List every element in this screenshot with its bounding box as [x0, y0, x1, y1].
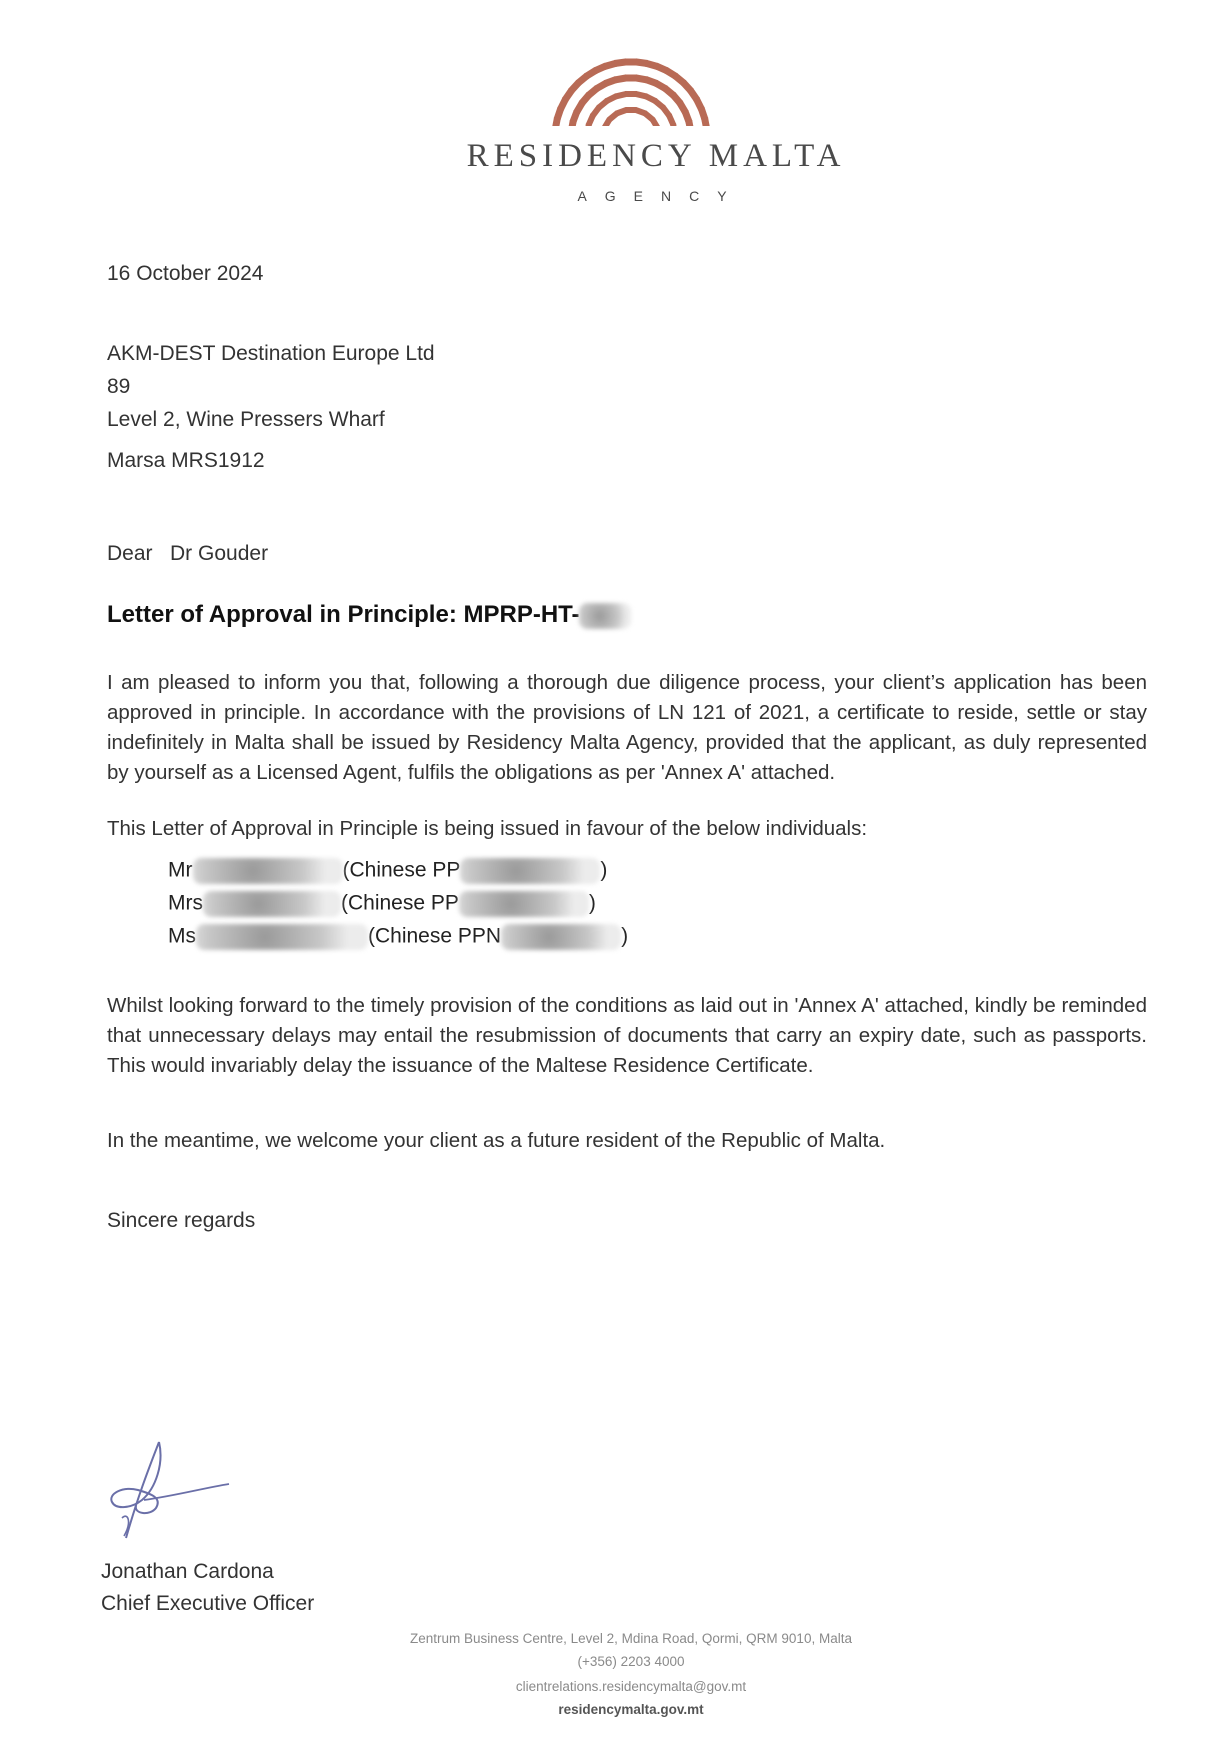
redacted-passport [459, 891, 589, 917]
footer-website[interactable]: residencymalta.gov.mt [558, 1702, 704, 1717]
brand-subtitle: AGENCY [577, 188, 745, 204]
recipient-street: Level 2, Wine Pressers Wharf [107, 408, 385, 431]
paragraph-welcome: In the meantime, we welcome your client as a future resident of the Republic of Malta. [107, 1129, 886, 1152]
redacted-reference [579, 603, 631, 629]
individual-title: Ms [168, 924, 196, 948]
paragraph-reminder: Whilst looking forward to the timely provision of the conditions as laid out in 'Annex A' attached, kindly be reminded that unnecessary delays may entail the resubmission of documents that carry an expiry date, such as passports. This would invariably delay the issuance of the Maltese Residence Certificate. [107, 994, 1147, 1077]
salutation: Dear Dr Gouder [107, 542, 269, 565]
recipient-company: AKM-DEST Destination Europe Ltd [107, 342, 435, 365]
individual-2 [168, 891, 596, 917]
redacted-passport [501, 924, 621, 950]
individual-doc: (Chinese PPN [368, 924, 502, 948]
footer-phone: (+356) 2203 4000 [577, 1654, 685, 1669]
paragraph-approval: I am pleased to inform you that, following a thorough due diligence process, your client’s application has been approved in principle. In accordance with the provisions of LN 121 of 2021, a certificate to reside, settle or stay indefinitely in Malta shall be issued by Residency Malta Agency, provided that the applicant, as duly represented by yourself as a Licensed Agent, fulfils the obligations as per 'Annex A' attached. [107, 671, 1147, 784]
redacted-name [193, 858, 343, 884]
brand-name: RESIDENCY MALTA [466, 138, 846, 174]
closing: Sincere regards [107, 1209, 256, 1232]
signer-title: Chief Executive Officer [101, 1592, 315, 1615]
footer-email[interactable]: clientrelations.residencymalta@gov.mt [515, 1679, 747, 1694]
footer-address: Zentrum Business Centre, Level 2, Mdina Road, Qormi, QRM 9010, Malta [410, 1631, 852, 1646]
subject-text: Letter of Approval in Principle: MPRP-HT- [107, 601, 580, 628]
redacted-name [203, 891, 341, 917]
letter-date: 16 October 2024 [107, 262, 264, 285]
redacted-name [196, 924, 368, 950]
individual-1 [168, 858, 607, 884]
individual-3 [168, 924, 628, 950]
individual-title: Mr [168, 858, 193, 882]
signer-name: Jonathan Cardona [101, 1560, 274, 1583]
paragraph-individuals-intro: This Letter of Approval in Principle is being issued in favour of the below individuals: [107, 817, 868, 840]
individual-doc-end: ) [588, 891, 596, 915]
individual-doc-end: ) [600, 858, 608, 882]
individual-doc: (Chinese PP [342, 858, 461, 882]
residency-malta-logo-icon [536, 46, 726, 126]
signature-icon [104, 1438, 234, 1548]
individual-doc-end: ) [621, 924, 629, 948]
redacted-passport [460, 858, 600, 884]
individual-title: Mrs [168, 891, 203, 915]
individual-doc: (Chinese PP [341, 891, 459, 915]
subject-line [107, 601, 631, 629]
recipient-city: Marsa MRS1912 [107, 449, 265, 472]
recipient-number: 89 [107, 375, 131, 398]
